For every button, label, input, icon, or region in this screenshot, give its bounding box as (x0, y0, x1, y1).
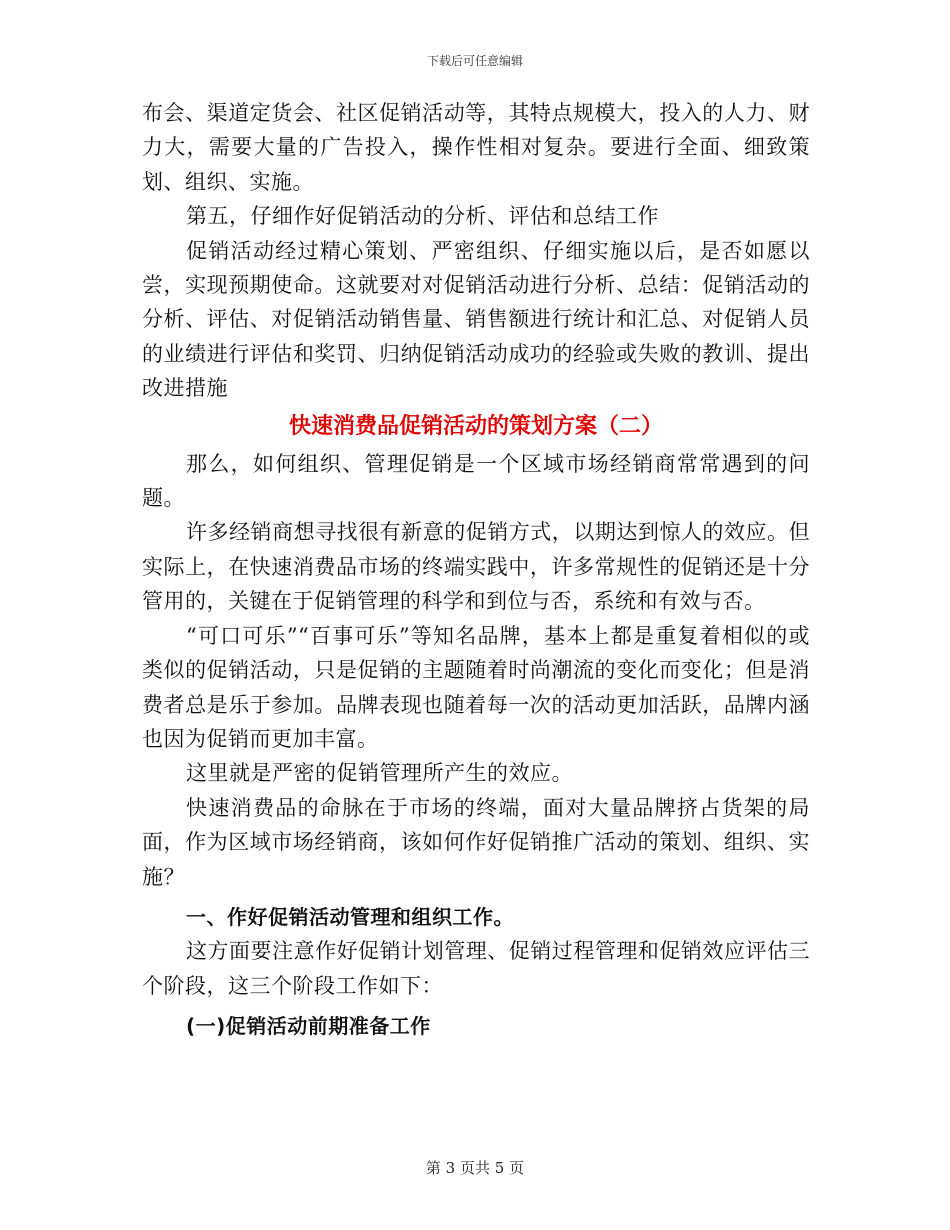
paragraph-point-five: 第五，仔细作好促销活动的分析、评估和总结工作 (186, 204, 659, 229)
paragraph-analysis: 促销活动经过精心策划、严密组织、仔细实施以后，是否如愿以尝，实现预期使命。这就要对对促销活动进行分析、总结：促销活动的分析、评估、对促销活动销售量、销售额进行统计和汇总、对促销人员的业绩进行评估和奖罚、归纳促销活动成功的经验或失败的教训、提出改进措施 (142, 238, 810, 401)
section-title: 快速消费品促销活动的策划方案（二） (288, 412, 663, 439)
paragraph-three-stages: 这方面要注意作好促销计划管理、促销过程管理和促销效应评估三个阶段，这三个阶段工作如下： (142, 939, 810, 998)
paragraph-terminal: 快速消费品的命脉在于市场的终端，面对大量品牌挤占货架的局面，作为区域市场经销商，该如何作好促销推广活动的策划、组织、实施？ (142, 795, 810, 889)
paragraph-novelty: 许多经销商想寻找很有新意的促销方式，以期达到惊人的效应。但实际上，在快速消费品市场的终端实践中，许多常规性的促销还是十分管用的，关键在于促销管理的科学和到位与否，系统和有效与否。 (142, 520, 810, 614)
document-body (142, 96, 810, 1044)
paragraph-brands: “可口可乐”“百事可乐”等知名品牌，基本上都是重复着相似的或类似的促销活动，只是促销的主题随着时尚潮流的变化而变化；但是消费者总是乐于参加。品牌表现也随着每一次的活动更加活跃，品牌内涵也因为促销而更加丰富。 (142, 623, 810, 751)
page-header: 下载后可任意编辑 (426, 54, 523, 68)
paragraph-continued: 布会、渠道定货会、社区促销活动等，其特点规模大，投入的人力、财力大，需要大量的广告投入，操作性相对复杂。要进行全面、细致策划、组织、实施。 (142, 101, 810, 194)
paragraph-intro: 那么，如何组织、管理促销是一个区域市场经销商常常遇到的问题。 (142, 451, 810, 511)
paragraph-effect: 这里就是严密的促销管理所产生的效应。 (186, 761, 573, 786)
heading-management: 一、作好促销活动管理和组织工作。 (186, 904, 514, 929)
subheading-preparation: (一)促销活动前期准备工作 (186, 1014, 431, 1039)
page-footer: 第 3 页共 5 页 (425, 1159, 525, 1177)
